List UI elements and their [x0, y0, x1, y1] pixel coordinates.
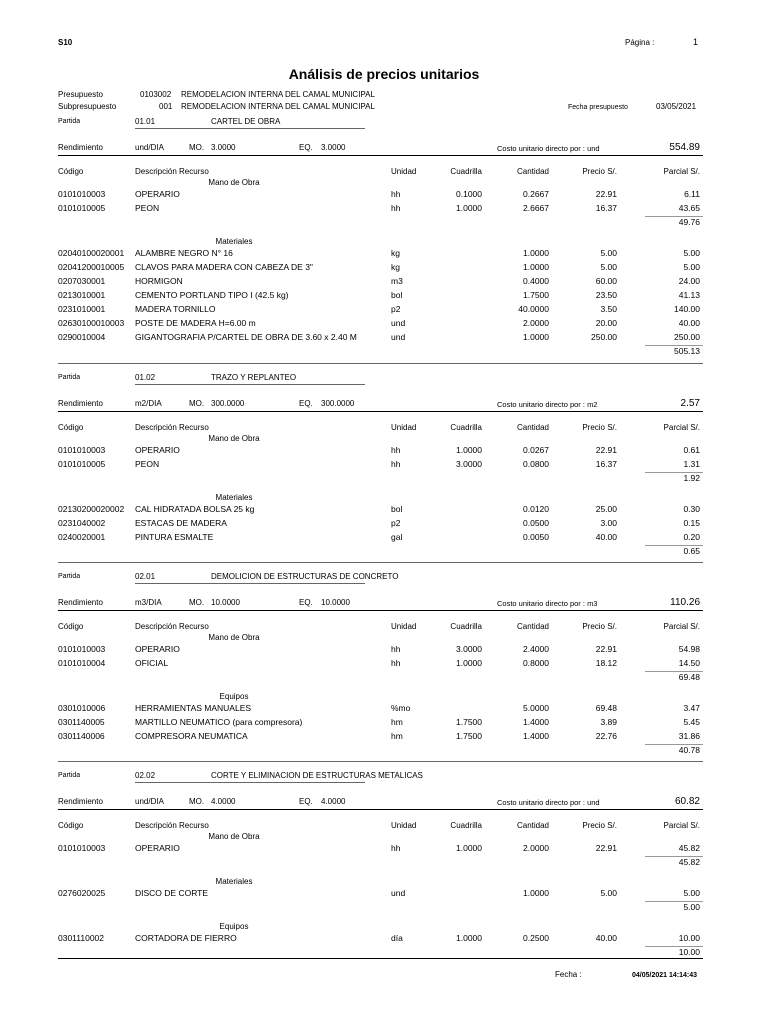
item-descripcion: CAL HIDRATADA BOLSA 25 kg — [135, 504, 255, 514]
col-unidad: Unidad — [391, 821, 417, 830]
col-parcial: Parcial S/. — [663, 622, 700, 631]
col-precio: Precio S/. — [582, 423, 617, 432]
item-cantidad: 40.0000 — [518, 304, 549, 314]
rendimiento-divider — [58, 411, 703, 412]
footer-divider — [58, 958, 703, 959]
eq-label: EQ. — [299, 399, 313, 408]
rendimiento-unit: und/DIA — [135, 797, 164, 806]
item-parcial: 31.86 — [678, 731, 700, 741]
group-subtotal: 505.13 — [674, 346, 700, 356]
item-unidad: kg — [391, 248, 400, 258]
group-title: Equipos — [219, 922, 249, 931]
rendimiento-divider — [58, 809, 703, 810]
item-precio: 20.00 — [595, 318, 617, 328]
presupuesto-code: 0103002 — [140, 90, 172, 99]
item-parcial: 140.00 — [674, 304, 700, 314]
item-cuadrilla: 1.7500 — [456, 731, 482, 741]
item-descripcion: CLAVOS PARA MADERA CON CABEZA DE 3" — [135, 262, 313, 272]
item-cantidad: 2.0000 — [523, 318, 549, 328]
col-codigo: Código — [58, 167, 84, 176]
rendimiento-divider — [58, 610, 703, 611]
item-parcial: 6.11 — [684, 189, 700, 199]
col-codigo: Código — [58, 423, 84, 432]
item-parcial: 45.82 — [678, 843, 700, 853]
item-unidad: %mo — [391, 703, 411, 713]
item-cantidad: 0.0120 — [523, 504, 549, 514]
item-descripcion: GIGANTOGRAFIA P/CARTEL DE OBRA DE 3.60 x 2.40 M — [135, 332, 357, 342]
item-cuadrilla: 0.1000 — [456, 189, 482, 199]
col-codigo: Código — [58, 622, 84, 631]
costo-unitario-text: Costo unitario directo por : — [497, 798, 585, 807]
partida-name-underline — [135, 384, 365, 385]
item-parcial: 5.00 — [683, 248, 700, 258]
costo-unitario-text: Costo unitario directo por : — [497, 599, 585, 608]
item-codigo: 0301140005 — [58, 717, 105, 727]
item-descripcion: PEON — [135, 203, 160, 213]
item-unidad: hh — [391, 189, 401, 199]
costo-unitario-value: 60.82 — [674, 796, 700, 807]
item-cantidad: 1.7500 — [523, 290, 549, 300]
table-row — [0, 717, 768, 730]
item-cantidad: 2.6667 — [523, 203, 549, 213]
item-descripcion: OFICIAL — [135, 658, 169, 668]
item-unidad: und — [391, 318, 406, 328]
item-parcial: 0.61 — [683, 445, 700, 455]
item-cantidad: 1.4000 — [523, 731, 549, 741]
col-descripcion: Descripción Recurso — [135, 423, 209, 432]
subpresupuesto-code: 001 — [159, 102, 173, 111]
item-descripcion: COMPRESORA NEUMATICA — [135, 731, 248, 741]
costo-unitario-text: Costo unitario directo por : — [497, 144, 585, 153]
item-descripcion: PINTURA ESMALTE — [135, 532, 214, 542]
page-number: 1 — [693, 37, 699, 47]
col-cuadrilla: Cuadrilla — [450, 622, 482, 631]
table-row — [0, 203, 768, 216]
col-parcial: Parcial S/. — [663, 423, 700, 432]
table-row — [0, 644, 768, 657]
partida-name-underline — [135, 782, 365, 783]
costo-unitario-value: 554.89 — [669, 142, 700, 153]
item-precio: 18.12 — [595, 658, 617, 668]
col-descripcion: Descripción Recurso — [135, 821, 209, 830]
table-row — [0, 731, 768, 744]
col-cantidad: Cantidad — [516, 167, 549, 176]
mo-label: MO. — [189, 143, 205, 152]
group-title: Mano de Obra — [208, 832, 260, 841]
partida-divider — [58, 562, 703, 563]
item-cantidad: 0.0267 — [523, 445, 549, 455]
item-precio: 40.00 — [595, 532, 617, 542]
item-parcial: 43.65 — [678, 203, 700, 213]
item-cantidad: 0.8000 — [523, 658, 549, 668]
item-cantidad: 0.2500 — [523, 933, 549, 943]
item-cuadrilla: 1.0000 — [456, 203, 482, 213]
table-row — [0, 445, 768, 458]
rendimiento-divider — [58, 155, 703, 156]
partida-name: DEMOLICION DE ESTRUCTURAS DE CONCRETO — [211, 572, 399, 581]
item-descripcion: CEMENTO PORTLAND TIPO I (42.5 kg) — [135, 290, 289, 300]
partida-label: Partida — [58, 374, 81, 381]
fecha-presupuesto-label: Fecha presupuesto — [568, 104, 628, 111]
item-codigo: 0231010001 — [58, 304, 106, 314]
item-unidad: kg — [391, 262, 400, 272]
item-cantidad: 1.0000 — [523, 332, 549, 342]
table-row — [0, 248, 768, 261]
item-descripcion: CORTADORA DE FIERRO — [135, 933, 237, 943]
table-row — [0, 459, 768, 472]
costo-unit: und — [587, 798, 600, 807]
item-codigo: 0276020025 — [58, 888, 106, 898]
item-parcial: 250.00 — [674, 332, 700, 342]
item-cantidad: 1.4000 — [523, 717, 549, 727]
item-codigo: 0240020001 — [58, 532, 106, 542]
item-parcial: 14.50 — [678, 658, 700, 668]
costo-unitario-label — [497, 400, 597, 409]
item-precio: 22.76 — [595, 731, 617, 741]
col-cuadrilla: Cuadrilla — [450, 167, 482, 176]
mo-value: 3.0000 — [211, 143, 236, 152]
item-cantidad: 2.0000 — [523, 843, 549, 853]
mo-value: 300.0000 — [211, 399, 245, 408]
item-precio: 16.37 — [595, 459, 617, 469]
item-unidad: hm — [391, 731, 403, 741]
item-codigo: 0301140006 — [58, 731, 105, 741]
partida-name: TRAZO Y REPLANTEO — [211, 373, 297, 382]
item-descripcion: DISCO DE CORTE — [135, 888, 209, 898]
group-subtotal: 45.82 — [678, 857, 700, 867]
table-row — [0, 318, 768, 331]
item-cuadrilla: 1.0000 — [456, 445, 482, 455]
item-precio: 250.00 — [591, 332, 617, 342]
group-subtotal: 10.00 — [678, 947, 700, 957]
item-cuadrilla: 1.0000 — [456, 658, 482, 668]
item-cantidad: 1.0000 — [523, 262, 549, 272]
item-cantidad: 1.0000 — [523, 248, 549, 258]
item-precio: 40.00 — [595, 933, 617, 943]
item-descripcion: HORMIGON — [135, 276, 183, 286]
item-precio: 22.91 — [595, 445, 617, 455]
group-title: Mano de Obra — [208, 434, 260, 443]
partida-code: 02.02 — [135, 771, 156, 780]
item-precio: 60.00 — [595, 276, 617, 286]
partida-divider — [58, 761, 703, 762]
item-unidad: día — [391, 933, 403, 943]
item-descripcion: ALAMBRE NEGRO N° 16 — [135, 248, 233, 258]
item-precio: 5.00 — [600, 888, 617, 898]
mo-value: 4.0000 — [211, 797, 236, 806]
item-cantidad: 2.4000 — [523, 644, 549, 654]
group-title: Mano de Obra — [208, 178, 260, 187]
costo-unit: und — [587, 144, 600, 153]
item-descripcion: POSTE DE MADERA H=6.00 m — [135, 318, 256, 328]
item-parcial: 5.45 — [683, 717, 700, 727]
eq-value: 4.0000 — [321, 797, 346, 806]
item-codigo: 0101010003 — [58, 843, 106, 853]
item-parcial: 0.15 — [683, 518, 700, 528]
item-descripcion: MARTILLO NEUMATICO (para compresora) — [135, 717, 303, 727]
partida-label: Partida — [58, 118, 81, 125]
item-codigo: 0213010001 — [58, 290, 106, 300]
group-subtotal: 0.65 — [683, 546, 700, 556]
item-cuadrilla: 1.0000 — [456, 933, 482, 943]
item-parcial: 10.00 — [678, 933, 700, 943]
item-unidad: und — [391, 332, 406, 342]
item-codigo: 0101010003 — [58, 445, 106, 455]
item-parcial: 5.00 — [683, 262, 700, 272]
fecha-presupuesto: 03/05/2021 — [656, 102, 697, 111]
system-label: S10 — [58, 38, 73, 47]
costo-unitario-label — [497, 599, 597, 608]
item-precio: 3.89 — [600, 717, 617, 727]
group-title: Materiales — [215, 237, 253, 246]
rendimiento-label: Rendimiento — [58, 797, 103, 806]
item-cantidad: 0.0500 — [523, 518, 549, 528]
item-codigo: 0101010004 — [58, 658, 106, 668]
partida-name: CARTEL DE OBRA — [211, 117, 281, 126]
item-cuadrilla: 1.0000 — [456, 843, 482, 853]
table-row — [0, 504, 768, 517]
table-row — [0, 658, 768, 671]
item-codigo: 0101010003 — [58, 644, 106, 654]
rendimiento-unit: und/DIA — [135, 143, 164, 152]
table-row — [0, 703, 768, 716]
item-precio: 5.00 — [600, 262, 617, 272]
item-unidad: bol — [391, 504, 403, 514]
group-subtotal: 49.76 — [678, 217, 700, 227]
page-title: Análisis de precios unitarios — [288, 66, 480, 82]
rendimiento-unit: m3/DIA — [135, 598, 162, 607]
partida-label: Partida — [58, 772, 81, 779]
item-unidad: hh — [391, 445, 401, 455]
item-descripcion: HERRAMIENTAS MANUALES — [135, 703, 252, 713]
col-cantidad: Cantidad — [516, 821, 549, 830]
col-parcial: Parcial S/. — [663, 821, 700, 830]
item-precio: 25.00 — [595, 504, 617, 514]
col-unidad: Unidad — [391, 423, 417, 432]
table-row — [0, 518, 768, 531]
item-codigo: 02040100020001 — [58, 248, 125, 258]
item-precio: 5.00 — [600, 248, 617, 258]
item-descripcion: OPERARIO — [135, 843, 180, 853]
rendimiento-label: Rendimiento — [58, 143, 103, 152]
item-precio: 3.00 — [600, 518, 617, 528]
costo-unitario-label — [497, 144, 600, 153]
item-unidad: hh — [391, 203, 401, 213]
col-cuadrilla: Cuadrilla — [450, 821, 482, 830]
eq-label: EQ. — [299, 598, 313, 607]
costo-unit: m3 — [587, 599, 598, 608]
item-parcial: 24.00 — [678, 276, 700, 286]
mo-label: MO. — [189, 598, 205, 607]
item-parcial: 3.47 — [683, 703, 700, 713]
partida-name-underline — [135, 128, 365, 129]
col-cuadrilla: Cuadrilla — [450, 423, 482, 432]
col-precio: Precio S/. — [582, 167, 617, 176]
eq-label: EQ. — [299, 143, 313, 152]
table-row — [0, 262, 768, 275]
item-unidad: hm — [391, 717, 403, 727]
eq-value: 10.0000 — [321, 598, 350, 607]
item-precio: 22.91 — [595, 189, 617, 199]
mo-label: MO. — [189, 797, 205, 806]
table-row — [0, 532, 768, 545]
table-row — [0, 304, 768, 317]
partida-label: Partida — [58, 573, 81, 580]
col-unidad: Unidad — [391, 167, 417, 176]
table-row — [0, 888, 768, 901]
item-cantidad: 0.0050 — [523, 532, 549, 542]
item-parcial: 54.98 — [678, 644, 700, 654]
item-unidad: p2 — [391, 304, 401, 314]
footer-fecha-label: Fecha : — [555, 970, 582, 979]
item-precio: 22.91 — [595, 644, 617, 654]
item-codigo: 0301110002 — [58, 933, 105, 943]
item-codigo: 0101010005 — [58, 203, 106, 213]
col-descripcion: Descripción Recurso — [135, 167, 209, 176]
partida-code: 01.01 — [135, 117, 156, 126]
partida-code: 01.02 — [135, 373, 156, 382]
subpresupuesto-name: REMODELACION INTERNA DEL CAMAL MUNICIPAL — [181, 102, 375, 111]
item-cantidad: 0.0800 — [523, 459, 549, 469]
costo-unitario-value: 110.26 — [670, 597, 700, 608]
partida-name-underline — [135, 583, 365, 584]
item-precio: 22.91 — [595, 843, 617, 853]
item-codigo: 0301010006 — [58, 703, 106, 713]
presupuesto-name: REMODELACION INTERNA DEL CAMAL MUNICIPAL — [181, 90, 375, 99]
footer-fecha: 04/05/2021 14:14:43 — [632, 972, 697, 979]
col-parcial: Parcial S/. — [663, 167, 700, 176]
col-cantidad: Cantidad — [516, 423, 549, 432]
group-title: Equipos — [219, 692, 249, 701]
group-title: Materiales — [215, 877, 253, 886]
mo-label: MO. — [189, 399, 205, 408]
item-unidad: gal — [391, 532, 403, 542]
page-label: Página : — [625, 38, 655, 47]
item-codigo: 0231040002 — [58, 518, 106, 528]
costo-unitario-value: 2.57 — [680, 398, 700, 409]
group-subtotal: 69.48 — [678, 672, 700, 682]
item-descripcion: ESTACAS DE MADERA — [135, 518, 227, 528]
group-subtotal: 5.00 — [683, 902, 700, 912]
item-cuadrilla: 1.7500 — [456, 717, 482, 727]
eq-label: EQ. — [299, 797, 313, 806]
costo-unit: m2 — [587, 400, 598, 409]
item-codigo: 02130200020002 — [58, 504, 125, 514]
group-subtotal: 40.78 — [678, 745, 700, 755]
col-cantidad: Cantidad — [516, 622, 549, 631]
rendimiento-unit: m2/DIA — [135, 399, 162, 408]
group-subtotal: 1.92 — [683, 473, 700, 483]
item-unidad: und — [391, 888, 406, 898]
col-precio: Precio S/. — [582, 622, 617, 631]
eq-value: 300.0000 — [321, 399, 355, 408]
item-descripcion: OPERARIO — [135, 644, 180, 654]
item-unidad: p2 — [391, 518, 401, 528]
table-row — [0, 276, 768, 289]
item-cantidad: 5.0000 — [523, 703, 549, 713]
item-codigo: 02630100010003 — [58, 318, 125, 328]
eq-value: 3.0000 — [321, 143, 346, 152]
partida-code: 02.01 — [135, 572, 156, 581]
partida-name: CORTE Y ELIMINACION DE ESTRUCTURAS METALICAS — [211, 771, 423, 780]
col-descripcion: Descripción Recurso — [135, 622, 209, 631]
item-descripcion: PEON — [135, 459, 160, 469]
table-row — [0, 933, 768, 946]
item-codigo: 0290010004 — [58, 332, 106, 342]
item-unidad: hh — [391, 459, 401, 469]
item-descripcion: OPERARIO — [135, 189, 180, 199]
group-title: Mano de Obra — [208, 633, 260, 642]
item-unidad: bol — [391, 290, 403, 300]
table-row — [0, 189, 768, 202]
item-descripcion: OPERARIO — [135, 445, 180, 455]
item-precio: 16.37 — [595, 203, 617, 213]
costo-unitario-text: Costo unitario directo por : — [497, 400, 585, 409]
item-cuadrilla: 3.0000 — [456, 459, 482, 469]
item-parcial: 40.00 — [678, 318, 700, 328]
mo-value: 10.0000 — [211, 598, 240, 607]
item-codigo: 02041200010005 — [58, 262, 125, 272]
col-unidad: Unidad — [391, 622, 417, 631]
subpresupuesto-label: Subpresupuesto — [58, 102, 117, 111]
item-unidad: m3 — [391, 276, 403, 286]
partida-divider — [58, 363, 703, 364]
item-codigo: 0101010005 — [58, 459, 106, 469]
group-title: Materiales — [215, 493, 253, 502]
rendimiento-label: Rendimiento — [58, 399, 103, 408]
item-unidad: hh — [391, 843, 401, 853]
item-descripcion: MADERA TORNILLO — [135, 304, 216, 314]
col-precio: Precio S/. — [582, 821, 617, 830]
item-cantidad: 0.2667 — [523, 189, 549, 199]
item-parcial: 1.31 — [683, 459, 700, 469]
item-precio: 23.50 — [595, 290, 617, 300]
item-precio: 3.50 — [600, 304, 617, 314]
item-unidad: hh — [391, 644, 401, 654]
item-parcial: 5.00 — [683, 888, 700, 898]
table-row — [0, 290, 768, 303]
item-codigo: 0101010003 — [58, 189, 106, 199]
item-cantidad: 0.4000 — [523, 276, 549, 286]
costo-unitario-label — [497, 798, 600, 807]
rendimiento-label: Rendimiento — [58, 598, 103, 607]
item-cantidad: 1.0000 — [523, 888, 549, 898]
item-parcial: 41.13 — [678, 290, 700, 300]
item-precio: 69.48 — [595, 703, 617, 713]
table-row — [0, 332, 768, 345]
item-parcial: 0.30 — [683, 504, 700, 514]
presupuesto-label: Presupuesto — [58, 90, 103, 99]
col-codigo: Código — [58, 821, 84, 830]
item-unidad: hh — [391, 658, 401, 668]
item-cuadrilla: 3.0000 — [456, 644, 482, 654]
item-parcial: 0.20 — [683, 532, 700, 542]
item-codigo: 0207030001 — [58, 276, 106, 286]
table-row — [0, 843, 768, 856]
